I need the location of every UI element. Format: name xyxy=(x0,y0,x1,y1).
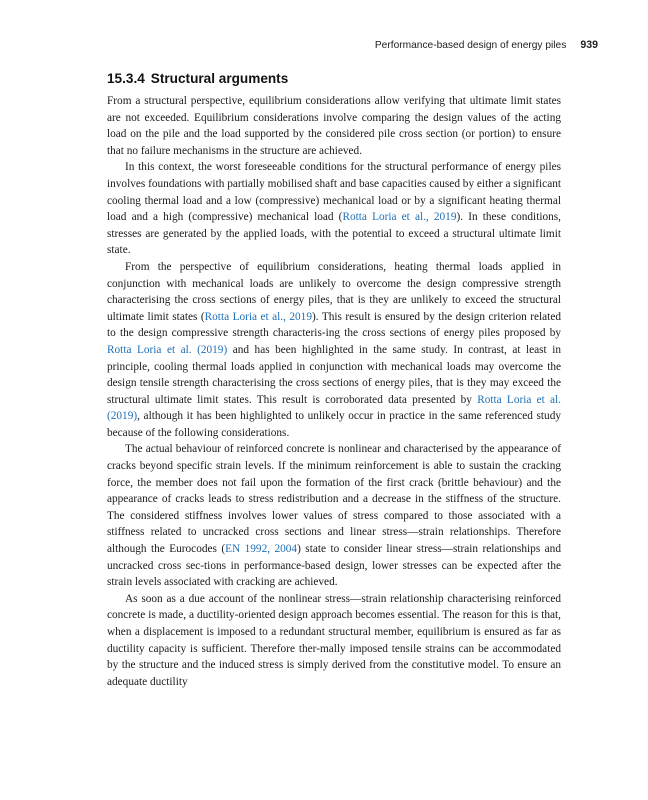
section-heading xyxy=(107,71,288,86)
citation-link[interactable]: Rotta Loria et al. (2019) xyxy=(107,393,561,423)
paragraph-text: From the perspective of equilibrium considerations, heating thermal loads applied in conjunction with mechanical loads are unlikely to overcome the design compressive strength characterising the cross sections of energy piles, that is they are unlikely to exceed the structural ultimate limit states ( xyxy=(107,260,561,323)
citation-link[interactable]: Rotta Loria et al., 2019 xyxy=(342,211,457,224)
paragraph-text: ) state to consider linear stress—strain relationships and uncracked cross sec-tions in performance-based design, lower stresses can be expected after the strain levels associated with cracking are achieved. xyxy=(107,543,561,589)
paragraph-text: The actual behaviour of reinforced concrete is nonlinear and characterised by the appearance of cracks beyond specific strain levels. If the minimum reinforcement is able to sustain the cracking force, the member does not fail upon the formation of the first crack (brittle behaviour) and the appearance of cracks leads to stress redistribution and a decrease in the stiffness of the structure. The considered stiffness involves lower values of stress compared to those associated with a stiffness related to uncracked cross sections and linear stress—strain relationships. Therefore although the Eurocodes ( xyxy=(107,443,561,556)
paragraph xyxy=(107,93,561,159)
paragraph xyxy=(107,591,561,691)
citation-link[interactable]: Rotta Loria et al., 2019 xyxy=(204,310,312,323)
paragraph xyxy=(107,259,561,442)
citation-link[interactable]: EN 1992, 2004 xyxy=(225,543,298,556)
paragraph-text: ). This result is ensured by the design criterion related to the design compressive strength characteris-ing the cross sections of energy piles proposed by xyxy=(107,310,561,340)
citation-link[interactable]: Rotta Loria et al. (2019) xyxy=(107,343,228,356)
paragraph-text: and has been highlighted in the same study. In contrast, at least in principle, cooling thermal loads applied in conjunction with mechanical loads may overcome the design tensile strength characterising the cross sections of energy piles, that is they may exceed the structural ultimate limit states. This result is corroborated data presented by xyxy=(107,343,561,406)
body-text xyxy=(107,93,561,690)
running-title: Performance-based design of energy piles xyxy=(374,40,567,51)
page-number: 939 xyxy=(580,39,598,51)
paragraph-text: As soon as a due account of the nonlinear stress—strain relationship characterising reinforced concrete is made, a ductility-oriented design approach becomes essential. The reason for this is that, when a displacement is imposed to a redundant structural member, equilibrium is ensured as far as ductility capacity is sufficient. Therefore ther-mally imposed tensile strains can be accommodated by the structure and the induced stress is simply derived from the constitutive model. To ensure an adequate ductility xyxy=(107,592,561,688)
section-title: Structural arguments xyxy=(150,71,289,86)
paragraph xyxy=(107,159,561,259)
running-header xyxy=(375,39,598,51)
paragraph-text: From a structural perspective, equilibrium considerations allow verifying that ultimate limit states are not exceeded. Equilibrium considerations involve comparing the design values of the acting load on the pile and the load supported by the considered pile cross section (or portion) to ensure that no failure mechanisms in the structure are achieved. xyxy=(107,95,561,157)
paragraph xyxy=(107,441,561,590)
paragraph-text: In this context, the worst foreseeable conditions for the structural performance of energy piles involves foundations with partially mobilised shaft and base capacities caused by either a significant cooling thermal load and a low (compressive) mechanical load or by a significant heating thermal load and a high (compressive) mechanical load ( xyxy=(107,161,561,224)
paragraph-text: , although it has been highlighted to unlikely occur in practice in the same referenced study because of the following considerations. xyxy=(107,410,561,439)
section-number: 15.3.4 xyxy=(107,71,145,86)
paragraph-text: ). In these conditions, stresses are generated by the applied loads, with the potential to exceed a structural ultimate limit state. xyxy=(107,211,561,257)
